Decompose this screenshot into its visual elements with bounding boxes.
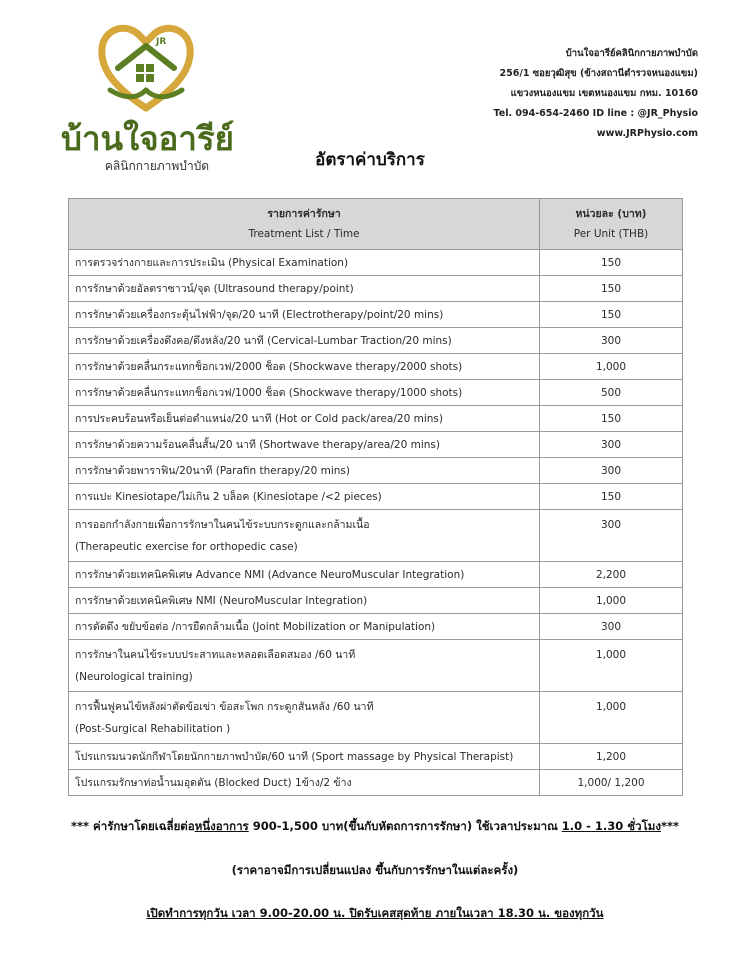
treatment-name: โปรแกรมรักษาท่อน้ำนมอุดตัน (Blocked Duct) 1ข้าง/2 ข้าง <box>75 777 352 789</box>
opening-hours-text: เปิดทำการทุกวัน เวลา 9.00-20.00 น. ปิดรับเคสสุดท้าย ภายในเวลา 18.30 น. ของทุกวัน <box>146 906 604 920</box>
table-row <box>69 744 683 770</box>
table-row <box>69 640 683 692</box>
price-cell: 1,000/ 1,200 <box>540 770 683 796</box>
table-row <box>69 302 683 328</box>
website-link[interactable]: www.JRPhysio.com <box>596 128 698 139</box>
table-row <box>69 510 683 562</box>
treatment-name: การฟื้นฟูคนไข้หลังผ่าตัดข้อเข่า ข้อสะโพก กระดูกสันหลัง /60 นาที <box>75 701 374 713</box>
treatment-header-th: รายการค่ารักษา <box>267 208 341 220</box>
table-row <box>69 692 683 744</box>
address-line: แขวงหนองแขม เขตหนองแขม กทม. 10160 <box>510 88 698 99</box>
price-header-en: Per Unit (THB) <box>573 228 649 240</box>
treatment-cell <box>69 354 540 380</box>
address-line: 256/1 ซอยวุฒิสุข (ข้างสถานีตำรวจหนองแขม) <box>499 68 698 79</box>
treatment-name: การรักษาด้วยคลื่นกระแทกช็อกเวฟ/1000 ช็อต (Shockwave therapy/1000 shots) <box>75 387 463 399</box>
table-row <box>69 276 683 302</box>
treatment-header-en: Treatment List / Time <box>248 228 360 240</box>
heart-house-icon <box>96 20 196 112</box>
treatment-name: การตรวจร่างกายและการประเมิน (Physical Examination) <box>75 257 349 269</box>
table-header-row <box>69 199 683 250</box>
price-cell: 1,200 <box>540 744 683 770</box>
price-cell: 300 <box>540 614 683 640</box>
price-change-note: (ราคาอาจมีการเปลี่ยนแปลง ขึ้นกับการรักษาในแต่ละครั้ง) <box>231 863 519 877</box>
treatment-name: การรักษาด้วยเทคนิคพิเศษ Advance NMI (Advance NeuroMuscular Integration) <box>75 569 465 581</box>
opening-hours-note <box>0 905 750 923</box>
price-cell: 300 <box>540 458 683 484</box>
treatment-cell <box>69 458 540 484</box>
note-underlined: หนึ่งอาการ <box>194 819 249 833</box>
table-row <box>69 432 683 458</box>
treatment-name: การรักษาในคนไข้ระบบประสาทและหลอดเลือดสมอง /60 นาที <box>75 649 356 661</box>
price-cell: 150 <box>540 276 683 302</box>
table-row <box>69 250 683 276</box>
price-cell: 300 <box>540 432 683 458</box>
treatment-name: การประคบร้อนหรือเย็นต่อตำแหน่ง/20 นาที (Hot or Cold pack/area/20 mins) <box>75 413 443 425</box>
treatment-name: การแปะ Kinesiotape/ไม่เกิน 2 บล็อค (Kinesiotape /<2 pieces) <box>75 491 382 503</box>
table-row <box>69 562 683 588</box>
table-row <box>69 614 683 640</box>
treatment-cell <box>69 302 540 328</box>
treatment-name: การรักษาด้วยพาราฟิน/20นาที (Parafin therapy/20 mins) <box>75 465 350 477</box>
average-cost-note <box>0 818 750 836</box>
treatment-name: การออกกำลังกายเพื่อการรักษาในคนไข้ระบบกระดูกและกล้ามเนื้อ <box>75 519 370 531</box>
logo-subtitle: คลินิกกายภาพบำบัด <box>104 159 210 173</box>
treatment-cell <box>69 432 540 458</box>
price-cell: 1,000 <box>540 588 683 614</box>
note-text: *** <box>660 819 679 833</box>
treatment-cell <box>69 484 540 510</box>
price-header-th: หน่วยละ (บาท) <box>575 208 647 220</box>
table-row <box>69 406 683 432</box>
table-row <box>69 354 683 380</box>
treatment-name: การรักษาด้วยอัลตราซาวน์/จุด (Ultrasound therapy/point) <box>75 283 354 295</box>
treatment-name: การรักษาด้วยเทคนิคพิเศษ NMI (NeuroMuscular Integration) <box>75 595 368 607</box>
price-column-header <box>540 199 683 250</box>
table-row <box>69 484 683 510</box>
price-cell: 150 <box>540 484 683 510</box>
rates-table <box>68 198 683 796</box>
note-text: 900-1,500 บาท(ขึ้นกับหัตถการการรักษา) ใช้เวลาประมาณ <box>248 819 562 833</box>
treatment-name: โปรแกรมนวดนักกีฬาโดยนักกายภาพบำบัด/60 นาที (Sport massage by Physical Therapist) <box>75 751 514 763</box>
price-cell: 2,200 <box>540 562 683 588</box>
treatment-cell <box>69 328 540 354</box>
treatment-cell <box>69 250 540 276</box>
table-row <box>69 380 683 406</box>
price-cell: 1,000 <box>540 354 683 380</box>
treatment-cell <box>69 692 540 744</box>
treatment-name: การรักษาด้วยคลื่นกระแทกช็อกเวฟ/2000 ช็อต (Shockwave therapy/2000 shots) <box>75 361 463 373</box>
treatment-cell <box>69 770 540 796</box>
note-underlined: 1.0 - 1.30 ชั่วโมง <box>561 819 661 833</box>
price-cell: 150 <box>540 406 683 432</box>
treatment-cell <box>69 276 540 302</box>
table-row <box>69 328 683 354</box>
treatment-cell <box>69 562 540 588</box>
treatment-cell <box>69 406 540 432</box>
price-cell: 1,000 <box>540 640 683 692</box>
treatment-name-en: (Post-Surgical Rehabilitation ) <box>75 723 231 735</box>
page-title: อัตราค่าบริการ <box>315 150 425 170</box>
treatment-name: การรักษาด้วยความร้อนคลื่นสั้น/20 นาที (Shortwave therapy/area/20 mins) <box>75 439 440 451</box>
treatment-name-en: (Therapeutic exercise for orthopedic case) <box>75 541 298 553</box>
price-cell: 300 <box>540 510 683 562</box>
treatment-cell <box>69 614 540 640</box>
address-line: บ้านใจอารีย์คลินิกกายภาพบำบัด <box>565 48 698 59</box>
contact-line: Tel. 094-654-2460 ID line : @JR_Physio <box>493 108 698 119</box>
treatment-cell <box>69 510 540 562</box>
logo-name: บ้านใจอารีย์ <box>61 119 234 158</box>
price-cell: 1,000 <box>540 692 683 744</box>
note-text: *** ค่ารักษาโดยเฉลี่ยต่อ <box>71 819 195 833</box>
treatment-cell <box>69 380 540 406</box>
price-cell: 150 <box>540 302 683 328</box>
treatment-cell <box>69 744 540 770</box>
logo-badge: JR <box>156 37 167 47</box>
clinic-address <box>398 44 698 144</box>
treatment-column-header <box>69 199 540 250</box>
price-cell: 500 <box>540 380 683 406</box>
treatment-name: การรักษาด้วยเครื่องกระตุ้นไฟฟ้า/จุด/20 นาที (Electrotherapy/point/20 mins) <box>75 309 444 321</box>
table-row <box>69 458 683 484</box>
price-cell: 150 <box>540 250 683 276</box>
treatment-name-en: (Neurological training) <box>75 671 193 683</box>
table-row <box>69 588 683 614</box>
treatment-cell <box>69 640 540 692</box>
table-row <box>69 770 683 796</box>
price-cell: 300 <box>540 328 683 354</box>
treatment-name: การรักษาด้วยเครื่องดึงคอ/ดึงหลัง/20 นาที (Cervical-Lumbar Traction/20 mins) <box>75 335 452 347</box>
treatment-cell <box>69 588 540 614</box>
treatment-name: การดัดดึง ขยับข้อต่อ /การยืดกล้ามเนื้อ (Joint Mobilization or Manipulation) <box>75 621 436 633</box>
